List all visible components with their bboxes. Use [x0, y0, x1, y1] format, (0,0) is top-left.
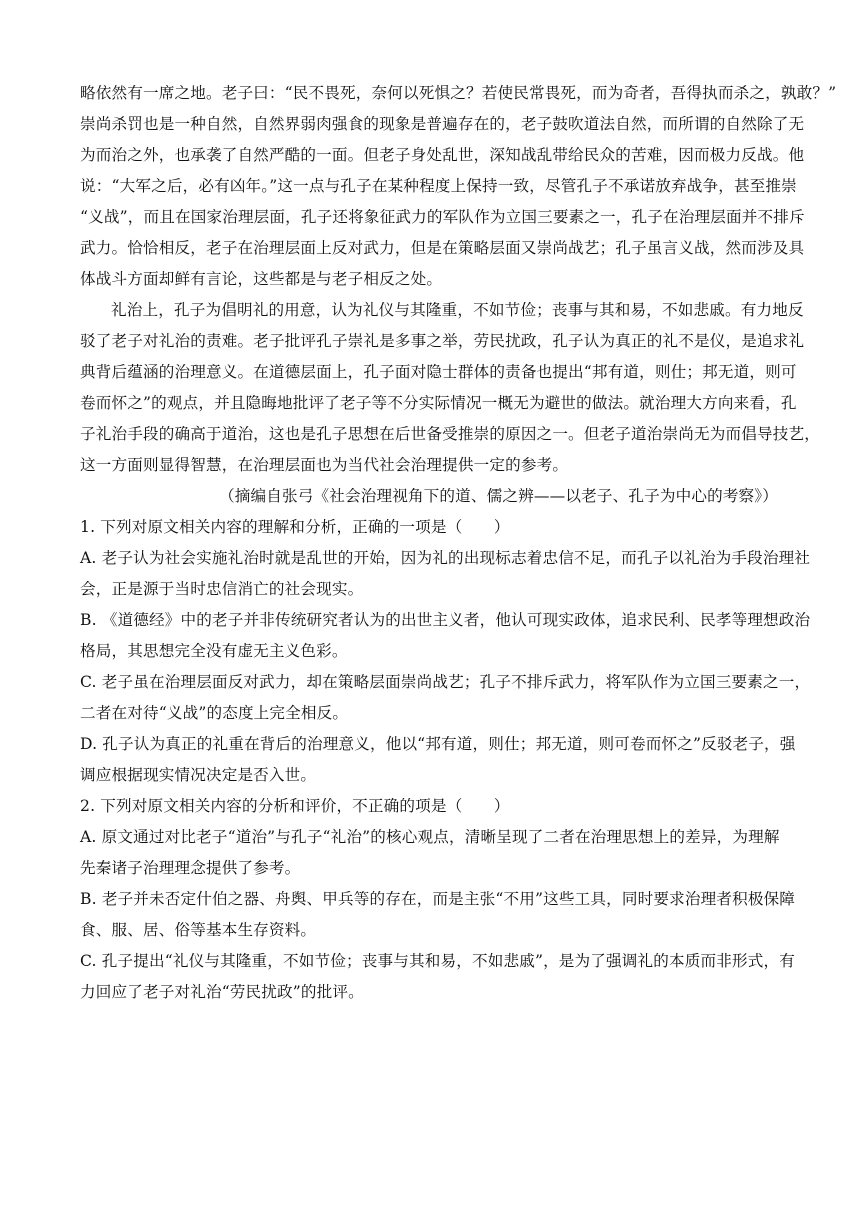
option-line: 先秦诸子治理理念提供了参考。 [80, 859, 301, 877]
option-line: 二者在对待“义战”的态度上完全相反。 [80, 704, 349, 722]
option-line: C. 孔子提出“礼仪与其隆重，不如节俭；丧事与其和易，不如悲戚”，是为了强调礼的本质而非形式，有 [80, 952, 795, 970]
option-line: 格局，其思想完全没有虚无主义色彩。 [80, 642, 348, 660]
text-line: 这一方面则显得智慧，在治理层面也为当代社会治理提供一定的参考。 [80, 456, 569, 474]
option-line: 会，正是源于当时忠信消亡的社会现实。 [80, 580, 364, 598]
passage-paragraph-1 [80, 78, 837, 295]
option-line: B. 老子并未否定什伯之器、舟舆、甲兵等的存在，而是主张“不用”这些工具，同时要求治理者积极保障 [80, 890, 796, 908]
option-line: D. 孔子认为真正的礼重在背后的治理意义，他以“邦有道，则仕；邦无道，则可卷而怀之”反驳老子，强 [80, 735, 796, 753]
option-line: 调应根据现实情况决定是否入世。 [80, 766, 317, 784]
option-c [80, 946, 795, 1008]
text-line: 说：“大军之后，必有凶年。”这一点与孔子在某种程度上保持一致，尽管孔子不承诺放弃战争，甚至推崇 [80, 177, 797, 195]
passage-source: （摘编自张弓《社会治理视角下的道、儒之辨——以老子、孔子为中心的考察》） [219, 487, 778, 505]
option-line: B. 《道德经》中的老子并非传统研究者认为的出世主义者，他认可现实政体，追求民利、民孝等理想政治 [80, 611, 811, 629]
option-line: C. 老子虽在治理层面反对武力，却在策略层面崇尚战艺；孔子不排斥武力，将军队作为立国三要素之一， [80, 673, 811, 691]
option-line: A. 老子认为社会实施礼治时就是乱世的开始，因为礼的出现标志着忠信不足，而孔子以礼治为手段治理社 [80, 549, 811, 567]
text-line: 典背后蕴涵的治理意义。在道德层面上，孔子面对隐士群体的责备也提出“邦有道，则仕；邦无道，则可 [80, 363, 797, 381]
document-page [80, 78, 837, 1008]
question-stem: 1. 下列对原文相关内容的理解和分析，正确的一项是（ ） [80, 518, 510, 536]
text-line: 卷而怀之”的观点，并且隐晦地批评了老子等不分实际情况一概无为避世的做法。就治理大方向来看，孔 [80, 394, 797, 412]
option-b [80, 884, 796, 946]
option-a [80, 822, 792, 884]
passage-paragraph-2 [80, 295, 820, 481]
text-line: 为而治之外，也承袭了自然严酷的一面。但老子身处乱世，深知战乱带给民众的苦难，因而极力反战。他 [80, 146, 805, 164]
option-b [80, 605, 811, 667]
text-line: 子礼治手段的确高于道治，这也是孔子思想在后世备受推崇的原因之一。但老子道治崇尚无为而倡导技艺， [80, 425, 820, 443]
question-stem: 2. 下列对原文相关内容的分析和评价，不正确的项是（ ） [80, 797, 510, 815]
question-2 [80, 791, 796, 1008]
text-line: 驳了老子对礼治的责难。老子批评孔子崇礼是多事之举，劳民扰政，孔子认为真正的礼不是仪，是追求礼 [80, 332, 805, 350]
option-c [80, 667, 811, 729]
text-line: 武力。恰恰相反，老子在治理层面上反对武力，但是在策略层面又崇尚战艺；孔子虽言义战，然而涉及具 [80, 239, 805, 257]
text-line: 崇尚杀罚也是一种自然，自然界弱肉强食的现象是普遍存在的，老子鼓吹道法自然，而所谓的自然除了无 [80, 115, 805, 133]
text-line: 体战斗方面却鲜有言论，这些都是与老子相反之处。 [80, 270, 443, 288]
question-1 [80, 512, 811, 791]
option-d [80, 729, 796, 791]
option-line: 力回应了老子对礼治“劳民扰政”的批评。 [80, 983, 364, 1001]
option-line: A. 原文通过对比老子“道治”与孔子“礼治”的核心观点，清晰呈现了二者在治理思想上的差异，为理解 [80, 828, 780, 846]
option-a [80, 543, 811, 605]
text-line: 礼治上，孔子为倡明礼的用意，认为礼仪与其隆重，不如节俭；丧事与其和易，不如悲戚。有力地反 [111, 301, 804, 319]
option-line: 食、服、居、俗等基本生存资料。 [80, 921, 317, 939]
text-line: 略依然有一席之地。老子曰：“民不畏死，奈何以死惧之？若使民常畏死，而为奇者，吾得执而杀之，孰敢？” [80, 84, 837, 102]
text-line: “义战”，而且在国家治理层面，孔子还将象征武力的军队作为立国三要素之一，孔子在治理层面并不排斥 [80, 208, 805, 226]
